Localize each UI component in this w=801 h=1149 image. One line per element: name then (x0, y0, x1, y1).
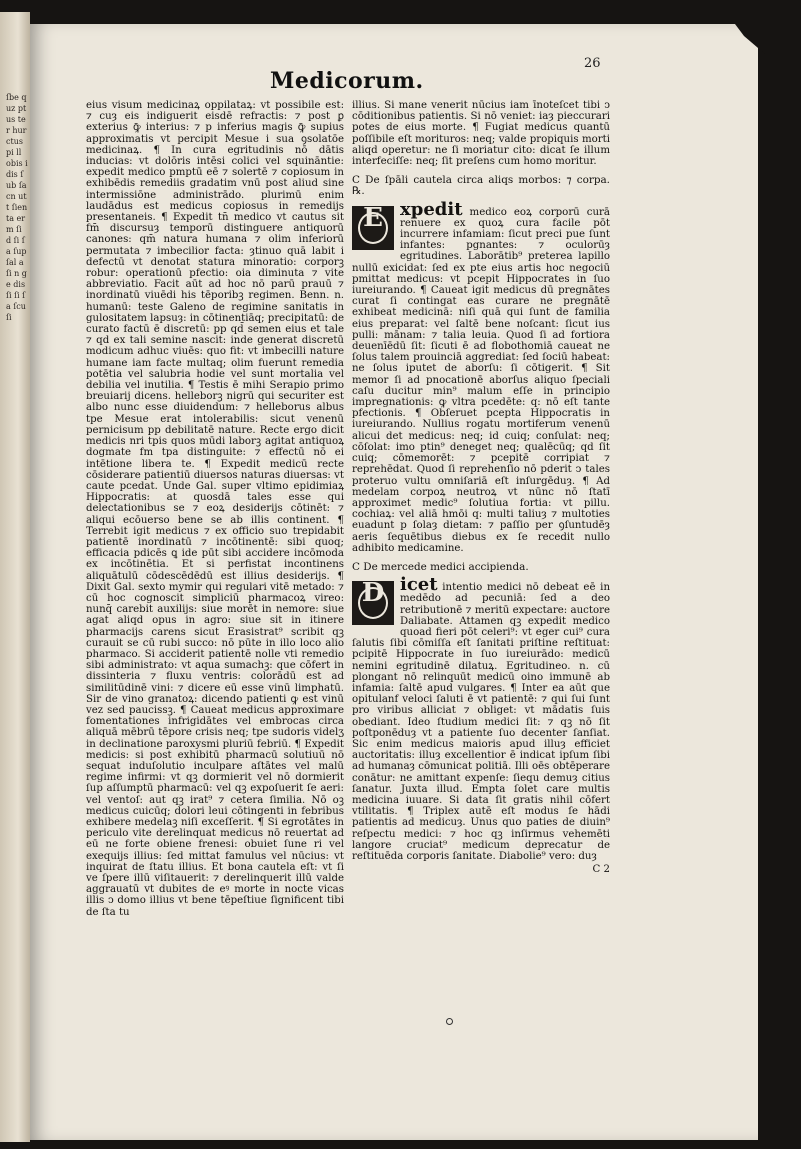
left-text-column (86, 100, 344, 920)
right-paragraph-3-text: intentio medici nō debeat eē in medēdo ad pecuniā: ſed a deo retributionē ⁊ meritū expectare: auctore Daliabate. Attamen qꝫ expedit medico quoad fieri pōt celeri⁹: vt eger cui⁹ cura ſalutis ſibi cōmiſſa eſt ſanitati priſtine reſtituat: pcipitē Hippocrate in ſuo iureiurādo: medicū nemini egritudinē dilatuꝝ. Egritudineo. n. cū plongant nō relinquūt medicū oino immunē ab infamia: ſaltē apud vulgares. ¶ Inter ea aūt que opitulanf veloci ſaluti ē vt patientē: ⁊ qui ſui ſunt pro viribus alliciat ⁊ obliget: vt mādatis ſuis obediant. Ideo ſtudium medici ſit: ⁊ qꝫ nō ſit poſtponēduȝ vt a patiente ſuo decenter ſanſiat. Sic enim medicus maioris apud illuȝ efficiet auctoritatis: illuȝ excellentior ē indicat ipſum ſibi ad humanaȝ cōmunicat politiā. Illi oēs obtēperare conātur: ne amittant expenſe: ſiequ demuȝ citius ſanatur. Juxta illud. Empta ſolet care multis medicina iuuare. Si data ſit gratis nihil cōfert vtilitatis. ¶ Triplex autē eſt modus ſe hādi patientis ad medicuȝ. Unus quo paties de diuin⁹ reſpectu medici: ⁊ hoc qꝫ inſirmus vehemēti langore cruciat⁹ medicum deprecatur de reſtituēda corporis ſanitate. Diabolie⁹ vero: duȝ (352, 582, 610, 862)
section-heading-cautela: C De ſpāli cautela circa aliqs morbos: ⁊ corpa. ℞. (352, 174, 610, 198)
right-paragraph-1: illius. Si mane venerit nūcius iam īnoteſcet tibi ↄ cōditionibus patientis. Si nō veniet: iaȝ pieccurari potes de eius morte. ¶ Fugiat medicus quantū poſſibile eſt morituros: neq; valde propiquis morti aliqd operetur: ne ſi moriatur cito: dicat ſe illum interfeciſſe: neq; ſit preſens cum homo moritur. (352, 100, 610, 168)
section-heading-mercede: C De mercede medici accipienda. (352, 560, 529, 573)
right-text-column (352, 100, 610, 930)
right-paragraph-3 (352, 574, 610, 862)
incipit-word-1: xpedit (400, 198, 463, 220)
left-column-text: eius visum medicinaꝝ oppilataꝝ: vt possibile est: ⁊ cuȝ eis indiguerit eisdē refractis: ⁊ post ꝑ exterius ꝙ̄ interius: ⁊ p inferius magis ꝙ̄ supius approximatis vt percipit Mesue i sua ꝯsolatōe medicinaꝝ. ¶ In cura egritudinis nō dātis inducias: vt dolōris intēsi colici vel squināntie: expedit medico pmptū eē ⁊ solertē ⁊ copiosum in exhibēdis remediis gradatim vnū post aliud sine intermissiōne administrādo. plurimū enim laudādus est medicus copiosus in remedijs presentaneis. ¶ Expedit tn̄ medico vt cautus sit fm̄ discursuȝ temporū distinguere antiquorū canones: qm̄ natura humana ⁊ olim inferiorū permutata ⁊ imbecilior facta: ȝtinuo quā labit i defectū vt denotat statura minoratio: corporꝫ robur: operationū pfectio: oia diminuta ⁊ vite abbreviatio. Facit aūt ad hoc nō parū prauū ⁊ inordinatū viuēdi his tēporibꝫ regimen. Benn. n. humanū: teste Galeno de regimine sanitatis in gulositatem lapsuȝ: in cōtinentiāq; precipitatū: de curato factū ē discretū: pp qd̄ semen eius et tale ⁊ qd ex tali semine nascit: inde generat discretū modicum adhuc viuēs: quo fit: vt imbecilli nature humane iam facte multaq; olim fuerunt remedia potētia vel salubria hodie vel sunt mortalia vel debilia vel inutilia. ¶ Testis ē mihi Serapio primo breuiarij dicens. helleborꝫ nigrū qui securiter est albo nunc esse diuidendum: ⁊ helleborus albus tpe Mesue erat intolerabilis: sicut venenū pernicisum pp debilitatē nature. Recte ergo dicit medicis nri tpis quos mūdi laborꝫ agitat antiquoꝝ dogmate fm tpa distinguite: ⁊ effectū nō ei intētione libera te. ¶ Expedit medicū recte cōsiderare patientiū diuersos naturas diuersas: vt caute pcedat. Unde Gal. super vltimo epidimiaꝝ Hippocratis: at quosdā tales esse qui delectationibus se ⁊ eoꝝ desiderijs cōtinēt: ⁊ aliqui ecōuerso bene se ab illis continent. ¶ Terrebit igit medicus ⁊ ex officio suo trepidabit patientē inordinatū ⁊ incōtinentē: sibi quoq; efficacia pdicēs ꝗ ide pūt sibi accidere incōmoda ex incōtinētia. Et si perfistat incontinens aliquātulū cōdescēdēdū est illius desiderijs. ¶ Dixit Gal. sexto mymir qui regulari vitē metado: ⁊ cū hoc cognoscit simpliciū pharmacoꝝ vireo: nunq̄ carebit auxilijs: siue morēt in nemore: siue agat aliqd opus in agro: siue sit in itinere pharmacijs carens sicut Erasistrat⁹ scribit qꝫ curauit se cū rubi succo: nō pūte in illo loco alio pharmaco. Si acciderit patientē nolle vti remedio sibi administrato: vt aqua sumachꝫ: que cōfert in dissinteria ⁊ fluxu ventris: colorādū est ad similitūdinē vini: ⁊ dicere eū esse vinū limphatū. Sir de vino granatoꝝ: dicendo patienti ꝙ est vinū vez sed paucissꝫ. ¶ Caueat medicus approximare fomentationes infrigidātes vel embrocas circa aliquā mēbrū tēpore crisis neq; tpe sudoris videlʒ in declinatione paroxysmi pluriū febriū. ¶ Expedit medicis: si post exhibitū pharmacū solutiuū nō sequat induſolutio inculpare aſtātes vel malū regime infirmi: vt qꝫ dormierit vel nō dormierit ſup aſſumptū pharmacū: vel qꝫ expoſuerit ſe aeri: vel ventoſ: aut qꝫ irat⁹ ⁊ cetera ſimilia. Nō oꝫ medicus cuicūq; dolori leui cōtingenti in febribus exhibere medelaꝫ niſi exceſſerit. ¶ Si egrotātes in periculo vite derelinquat medicus nō reuertat ad eū ne forte obiene frenesi: obuiet ſune ri vel exequijs illius: ſed mittat famulus vel nūcius: vt inquirat de ſtatu illius. Et bona cautela eſt: vt ſi ve ſpere illū viſitauerit: ⁊ derelinquerit illū valde aggrauatū vt dubites de eꝰ morte in nocte vicas illis ↄ domo illius vt bene tēpeſtiue ſignificent tibi de ſta tu (86, 100, 344, 918)
signature-mark: C 2 (592, 864, 610, 876)
decorated-initial-e: E (352, 206, 394, 250)
page-hole-mark (446, 1018, 453, 1025)
folio-number: 26 (584, 56, 601, 71)
left-page-text-strip: ſbe quz ptus ter hur ctus pi ll obis idis ſub ſacn ut t ſien ta er m ſi d ſi ſa ſup ſal a ſi n ge dis ſi ſi ſa ſcu ſi (6, 93, 28, 322)
right-paragraph-2-text: medico eoꝝ corporū curā renuere ex quoꝝ cura facile pōt incurrere infamiam: ſicut preci pue ſunt infantes: pgnantes: ⁊ oculorūȝ egritudines. Laborātib⁹ preterea lapillo nullū exicidat: ſed ex pte eius artis hoc negociū pmittat medicus: vt pcepit Hippocrates in ſuo iureiurando. ¶ Caueat igit medicus dū pregnātes curat ſi contingat eas curare ne pregnātē exhibeat medicinā: niſi quā qui ſunt de familia eius preparat: vel ſaltē bene noſcant: ſicut ius pulli: mānam: ⁊ talia leuia. Quod ſi ad fortiora deuenīēdū ſit: ſicuti ē ad flobothomiā caueat ne ſolus talem prouinciā aggrediat: ſed ſociū habeat: ne ſolus iputet de aborſu: ſi cōtigerit. ¶ Sit memor ſi ad pnocationē aborſus aliquo ſpeciali caſu ducitur min⁹ malum eſſe in principio impregnationis: ꝙ vltra pcedēte: q: nō eſt tante pfectionis. ¶ Obſeruet pcepta Hippocratis in iureiurando. Nullius rogatu mortiferum venenū alicui det medicus: neq; id cuiq; conſulat: neq; cōſolat: imo ptin⁹ deneget neq; qualēcūq; qd ſit cuiq; cōmemorēt: ⁊ pcepitē corripiat ⁊ reprehēdat. Quod ſi reprehenſio nō pderit ↄ tales proteruo vultu omniſariā eſt inſurgēduȝ. ¶ Ad medelam corpoꝝ neutroꝝ vt nūnc nō ſtatī approximet medic⁹ ſolutiua fortia: vt pillu. cochiaꝝ: vel aliā hmōi q: multi taliuȝ ⁊ multoties euadunt p ſolaȝ dietam: ⁊ paſſio per ꝯſuntudēȝ aeris ſequētibus diebus ex ſe recedit nullo adhibito medicamine. (352, 206, 610, 554)
decorated-initial-d: D (352, 581, 394, 625)
left-page-edge (0, 12, 30, 1142)
running-title: Medicorum. (270, 68, 424, 94)
incipit-word-2: icet (400, 574, 438, 596)
right-paragraph-2 (352, 198, 610, 554)
